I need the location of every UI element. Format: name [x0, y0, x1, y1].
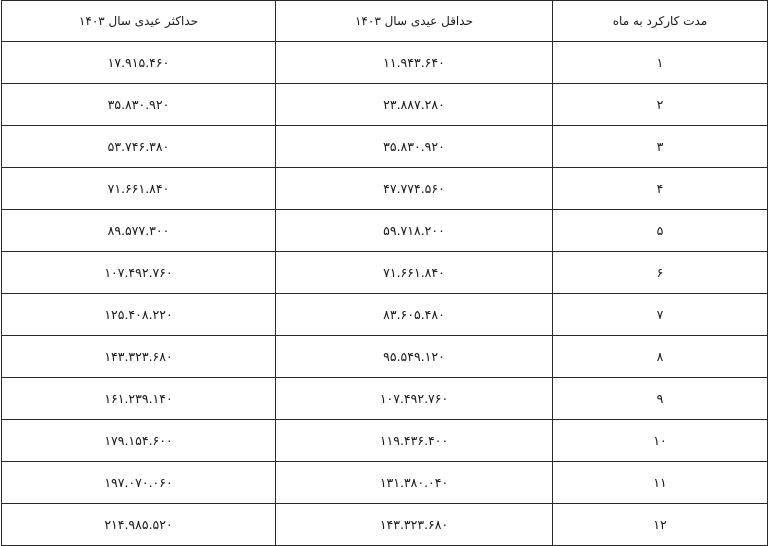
cell-min-eidi: ۱۰۷.۴۹۲.۷۶۰ — [276, 378, 553, 420]
cell-month: ۱ — [553, 42, 768, 84]
table-row — [2, 336, 768, 378]
cell-min-eidi: ۹۵.۵۴۹.۱۲۰ — [276, 336, 553, 378]
header-min-eidi: حداقل عیدی سال ۱۴۰۳ — [276, 1, 553, 42]
cell-month: ۷ — [553, 294, 768, 336]
cell-max-eidi: ۳۵.۸۳۰.۹۲۰ — [2, 84, 276, 126]
cell-max-eidi: ۱۷۹.۱۵۴.۶۰۰ — [2, 420, 276, 462]
table-body — [2, 42, 768, 546]
cell-max-eidi: ۱۲۵.۴۰۸.۲۲۰ — [2, 294, 276, 336]
cell-month: ۱۱ — [553, 462, 768, 504]
cell-month: ۲ — [553, 84, 768, 126]
table-row — [2, 168, 768, 210]
cell-min-eidi: ۱۴۳.۳۲۳.۶۸۰ — [276, 504, 553, 546]
cell-min-eidi: ۳۵.۸۳۰.۹۲۰ — [276, 126, 553, 168]
cell-min-eidi: ۷۱.۶۶۱.۸۴۰ — [276, 252, 553, 294]
cell-month: ۹ — [553, 378, 768, 420]
cell-min-eidi: ۸۳.۶۰۵.۴۸۰ — [276, 294, 553, 336]
table-row — [2, 378, 768, 420]
header-max-eidi: حداکثر عیدی سال ۱۴۰۳ — [2, 1, 276, 42]
cell-month: ۶ — [553, 252, 768, 294]
table-row — [2, 42, 768, 84]
table-row — [2, 126, 768, 168]
cell-max-eidi: ۷۱.۶۶۱.۸۴۰ — [2, 168, 276, 210]
table-header-row — [2, 1, 768, 42]
table-row — [2, 462, 768, 504]
cell-max-eidi: ۱۴۳.۳۲۳.۶۸۰ — [2, 336, 276, 378]
cell-month: ۸ — [553, 336, 768, 378]
cell-min-eidi: ۲۳.۸۸۷.۲۸۰ — [276, 84, 553, 126]
table-row — [2, 210, 768, 252]
table-row — [2, 420, 768, 462]
table-row — [2, 294, 768, 336]
cell-min-eidi: ۱۱۹.۴۳۶.۴۰۰ — [276, 420, 553, 462]
cell-max-eidi: ۱۹۷.۰۷۰.۰۶۰ — [2, 462, 276, 504]
cell-max-eidi: ۲۱۴.۹۸۵.۵۲۰ — [2, 504, 276, 546]
cell-max-eidi: ۸۹.۵۷۷.۳۰۰ — [2, 210, 276, 252]
cell-month: ۱۲ — [553, 504, 768, 546]
table-row — [2, 504, 768, 546]
table-row — [2, 84, 768, 126]
cell-month: ۵ — [553, 210, 768, 252]
cell-min-eidi: ۴۷.۷۷۴.۵۶۰ — [276, 168, 553, 210]
cell-max-eidi: ۵۳.۷۴۶.۳۸۰ — [2, 126, 276, 168]
table-row — [2, 252, 768, 294]
cell-month: ۴ — [553, 168, 768, 210]
cell-month: ۱۰ — [553, 420, 768, 462]
cell-max-eidi: ۱۰۷.۴۹۲.۷۶۰ — [2, 252, 276, 294]
cell-min-eidi: ۱۱.۹۴۳.۶۴۰ — [276, 42, 553, 84]
cell-min-eidi: ۵۹.۷۱۸.۲۰۰ — [276, 210, 553, 252]
cell-max-eidi: ۱۶۱.۲۳۹.۱۴۰ — [2, 378, 276, 420]
cell-month: ۳ — [553, 126, 768, 168]
eidi-table — [1, 0, 768, 546]
cell-max-eidi: ۱۷.۹۱۵.۴۶۰ — [2, 42, 276, 84]
header-month: مدت کارکرد به ماه — [553, 1, 768, 42]
cell-min-eidi: ۱۳۱.۳۸۰.۰۴۰ — [276, 462, 553, 504]
